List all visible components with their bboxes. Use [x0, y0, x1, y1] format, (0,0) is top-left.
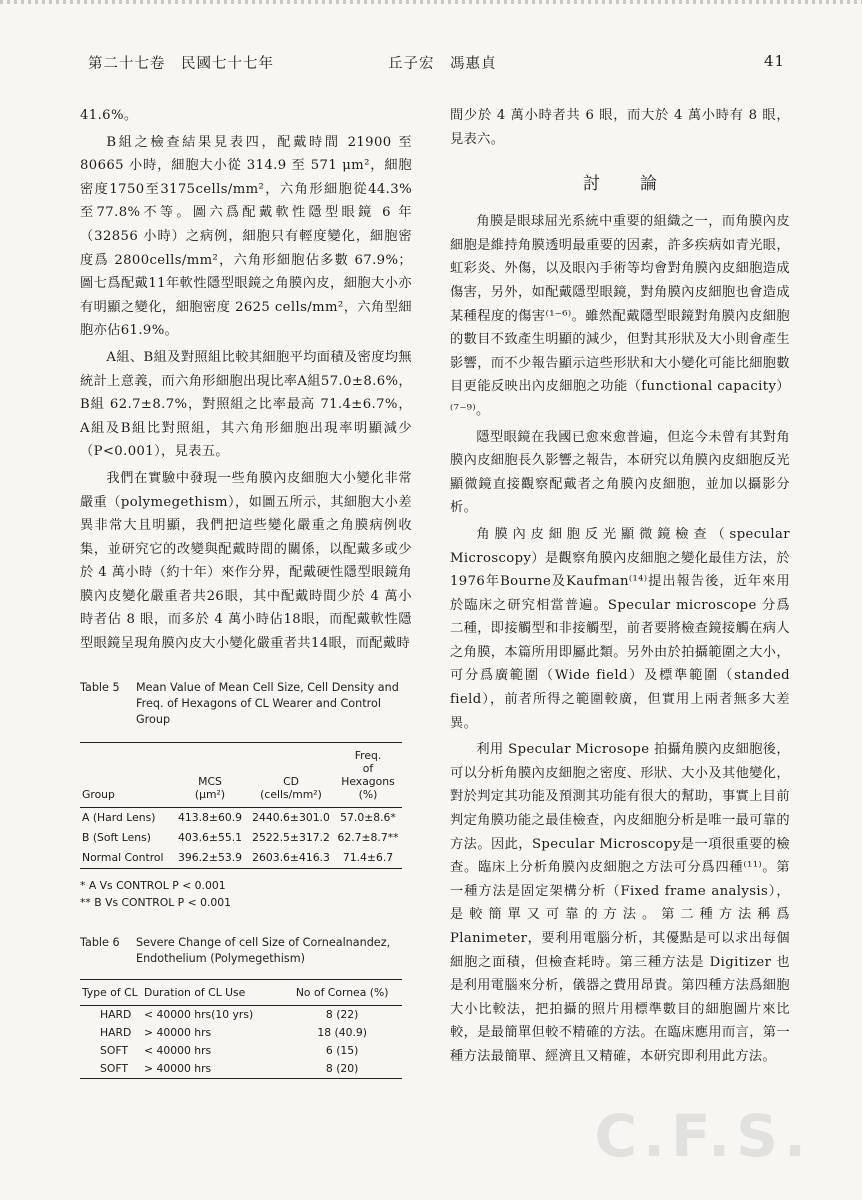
paragraph-discussion-3: 角膜內皮細胞反光顯微鏡檢查（specular Microscopy）是觀察角膜內皮細胞之變化最佳方法，於1976年Bourne及Kaufman⁽¹⁴⁾提出報告後，近年來用於臨床之研究相當普遍。Specular microscope 分爲二種，即接觸型和非接觸型，前者要將檢查鏡接觸在病人之角膜，本篇所用即屬此類。另外由於拍攝範圍之大小，可分爲廣範圍（Wide field）及標準範圍（standed field），前者所得之範圍較廣，但實用上兩者無多大差異。 — [450, 526, 790, 731]
table6-caption — [80, 935, 412, 967]
table5-caption-text: Mean Value of Mean Cell Size, Cell Density and Freq. of Hexagons of CL Wearer and Control Group — [136, 680, 399, 726]
table6-cell-duration: < 40000 hrs — [144, 1043, 212, 1057]
table5-cell-freq: 71.4±6.7 — [342, 850, 394, 864]
paragraph-group-comparison: A組、B組及對照組比較其細胞平均面積及密度均無統計上意義，而六角形細胞出現比率A組57.0±8.6%，B組 62.7±8.7%，對照組之比率最高 71.4±6.7%，A組及B組比對照組，其六角形細胞出現率明顯減少（P<0.001），見表五。 — [80, 349, 413, 460]
table6-header-type: Type of CL — [82, 985, 138, 999]
paragraph-group-b-results: B組之檢查結果見表四，配戴時間 21900 至 80665 小時，細胞大小從 314.9 至 571 μm²，細胞密度1750至3175cells/mm²，六角形細胞從44.3%至77.8%不等。圖六爲配戴軟性隱型眼鏡 6 年（32856 小時）之病例，細胞只有輕度變化，細胞密度爲 2800cells/mm²，六角形細胞佔多數 67.9%；圖七爲配戴11年軟性隱型眼鏡之角膜內皮，細胞大小亦有明顯之變化，細胞密度 2625 cells/mm²，六角型細胞亦佔61.9%。 — [80, 134, 412, 339]
table5-cell-freq: 62.7±8.7** — [337, 830, 399, 844]
table6-cell-duration: > 40000 hrs — [144, 1025, 212, 1039]
table5-cell-group: Normal Control — [82, 850, 164, 864]
paragraph-discussion-4: 利用 Specular Microsope 拍攝角膜內皮細胞後，可以分析角膜內皮細胞之密度、形狀、大小及其他變化，對於判定其功能及預測其功能有很大的幫助，事實上目前判定角膜功能之最佳檢查，內皮細胞分析是唯一最可靠的方法。因此，Specular Microscopy是一項很重要的檢查。臨床上分析角膜內皮細胞之方法可分爲四種⁽¹¹⁾。第一種方法是固定架構分析（Fixed frame analysis），是較簡單又可靠的方法。第二種方法稱爲 Planimeter，要利用電腦分析，其優點是可以求出每個細胞之面積，但檢查耗時。第三種方法是 Digitizer 也是利用電腦來分析，儀器之費用昂貴。第四種方法爲細胞大小比較法，把拍攝的照片用標準數目的細胞圖片來比較，是最簡單但較不精確的方法。在臨床應用而言，第一種方法最簡單、經濟且又精確，本研究即利用此方法。 — [450, 742, 790, 1064]
table6-cell-count: 6 (15) — [325, 1043, 359, 1057]
table6 — [80, 979, 402, 1079]
section-title-discussion: 討論 — [583, 174, 697, 195]
table5-block — [80, 680, 412, 911]
table6-cell-duration: < 40000 hrs(10 yrs) — [144, 1007, 254, 1021]
paragraph-polymegethism: 我們在實驗中發現一些角膜內皮細胞大小變化非常嚴重（polymegethism），如圖五所示，其細胞大小差異非常大且明顯，我們把這些變化嚴重之角膜病例收集，並研究它的改變與配戴時間的關係，以配戴多或少於 4 萬小時（約十年）來作分界，配戴硬性隱型眼鏡角膜內皮變化嚴重者共26眼，其中配戴時間少於 4 萬小時者佔 8 眼，而多於 4 萬小時佔18眼，而配戴軟性隱型眼鏡呈現角膜內皮大小變化嚴重者共14眼，而配戴時 — [80, 470, 412, 652]
table6-header-duration: Duration of CL Use — [144, 985, 246, 999]
paragraph-discussion-1: 角膜是眼球屈光系統中重要的組織之一，而角膜內皮細胞是維持角膜透明最重要的因素，許多疾病如青光眼，虹彩炎、外傷，以及眼內手術等均會對角膜內皮細胞造成傷害，另外，如配戴隱型眼鏡，對角膜內皮細胞也會造成某種程度的傷害⁽¹⁻⁶⁾。雖然配戴隱型眼鏡對角膜內皮細胞的數目不致產生明顯的減少，但對其形狀及大小則會產生影響，而不少報告顯示這些形狀和大小變化可能比細胞數目更能反映出內皮細胞之功能（functional capacity）⁽⁷⁻⁹⁾。 — [450, 214, 790, 418]
table5-cell-cd: 2603.6±416.3 — [252, 850, 330, 864]
table6-cell-count: 18 (40.9) — [317, 1025, 367, 1039]
watermark: C.F.S. — [594, 1102, 812, 1170]
table5-caption — [80, 680, 412, 728]
table5-label: Table 5 — [80, 680, 120, 694]
table-row — [80, 848, 402, 869]
right-column — [450, 104, 790, 1069]
table5-note: ** B Vs CONTROL P < 0.001 — [80, 895, 231, 909]
table5-header-cd: CD (cells/mm²) — [260, 774, 322, 801]
table-row — [80, 1005, 402, 1024]
table5-header-freq: Freq. of Hexagons (%) — [341, 748, 395, 801]
table-row — [80, 1042, 402, 1060]
table6-cell-count: 8 (22) — [325, 1007, 359, 1021]
paragraph-discussion-2: 隱型眼鏡在我國已愈來愈普遍，但迄今未曾有其對角膜內皮細胞長久影響之報告，本研究以角膜內皮細胞反光顯微鏡直接觀察配戴者之角膜內皮細胞，並加以攝影分析。 — [450, 429, 790, 516]
table5-cell-group: B (Soft Lens) — [82, 830, 151, 844]
paragraph-continued-right: 間少於 4 萬小時者共 6 眼，而大於 4 萬小時有 8 眼，見表六。 — [450, 108, 790, 147]
left-column — [80, 104, 412, 1079]
page-number: 41 — [764, 52, 786, 70]
table6-label: Table 6 — [80, 935, 120, 949]
table6-cell-duration: > 40000 hrs — [144, 1061, 212, 1075]
table5-cell-group: A (Hard Lens) — [82, 810, 156, 824]
paragraph-continued: 41.6%。 — [80, 108, 138, 123]
table5-cell-mcs: 396.2±53.9 — [178, 850, 242, 864]
table6-header-row — [80, 979, 402, 1005]
table6-cell-type: SOFT — [100, 1061, 128, 1075]
table6-cell-type: HARD — [100, 1007, 132, 1021]
table5-header-mcs: MCS (μm²) — [194, 774, 226, 801]
table6-block — [80, 935, 412, 1079]
table-row — [80, 828, 402, 848]
table-row — [80, 1060, 402, 1079]
table-row — [80, 807, 402, 828]
table5-cell-cd: 2440.6±301.0 — [252, 810, 330, 824]
table5-header-group: Group — [82, 787, 115, 801]
table6-cell-count: 8 (20) — [325, 1061, 359, 1075]
table6-header-count: No of Cornea (%) — [295, 985, 389, 999]
table5 — [80, 742, 402, 869]
table5-cell-cd: 2522.5±317.2 — [252, 830, 330, 844]
table-row — [80, 1024, 402, 1042]
table5-cell-mcs: 413.8±60.9 — [178, 810, 242, 824]
header-volume: 第二十七卷 民國七十七年 — [88, 56, 274, 72]
table6-caption-text: Severe Change of cell Size of Cornealnandez, Endothelium (Polymegethism) — [136, 935, 391, 965]
header-authors: 丘子宏 馮惠貞 — [388, 56, 497, 72]
table5-header-row — [80, 742, 402, 807]
table6-cell-type: HARD — [100, 1025, 132, 1039]
table6-cell-type: SOFT — [100, 1043, 128, 1057]
table5-cell-mcs: 403.6±55.1 — [178, 830, 242, 844]
table5-notes — [80, 877, 412, 911]
table5-cell-freq: 57.0±8.6* — [340, 810, 396, 824]
table5-note: * A Vs CONTROL P < 0.001 — [80, 878, 226, 892]
top-border — [0, 0, 862, 4]
